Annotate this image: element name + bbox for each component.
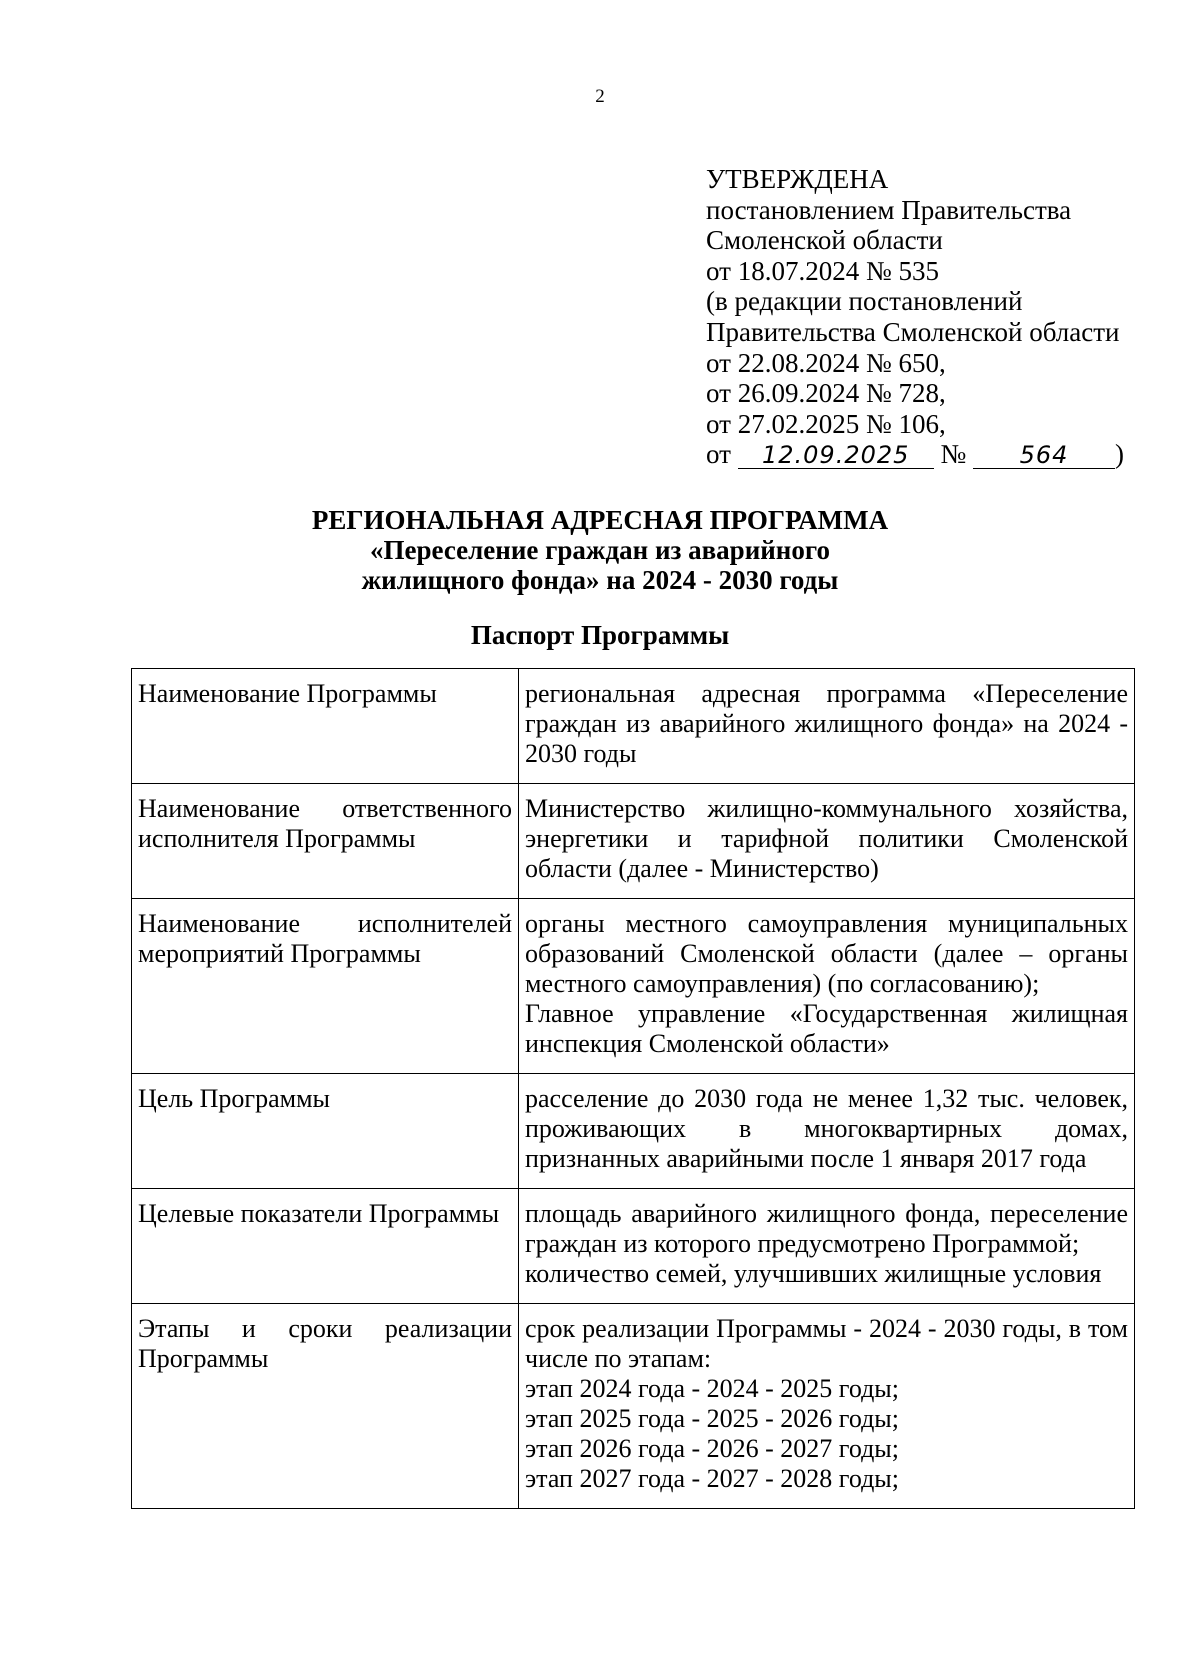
row-name: Наименование ответственного исполнителя Программы — [132, 784, 519, 899]
passport-title: Паспорт Программы — [470, 620, 730, 650]
handwritten-number: 564 — [973, 442, 1115, 469]
closing-paren: ) — [1114, 439, 1124, 470]
approval-heading: УТВЕРЖДЕНА — [706, 164, 889, 194]
row-value-line: Министерство жилищно-коммунального хозяйства, энергетики и тарифной политики Смоленской области (далее - Министерство) — [525, 794, 1128, 883]
row-value-line: этап 2024 года - 2024 - 2025 годы; — [525, 1374, 899, 1403]
row-value — [519, 1304, 1135, 1509]
row-name: Целевые показатели Программы — [132, 1189, 519, 1304]
approval-line: от 22.08.2024 № 650, — [706, 347, 946, 378]
table-row — [132, 1074, 1135, 1189]
approval-line: Правительства Смоленской области — [706, 316, 1120, 347]
row-value-line: количество семей, улучшивших жилищные условия — [525, 1259, 1102, 1288]
row-value-line: этап 2026 года - 2026 - 2027 годы; — [525, 1434, 899, 1463]
page-number: 2 — [595, 86, 605, 107]
number-sign: № — [940, 439, 967, 470]
program-title — [0, 505, 1200, 595]
row-value-line: срок реализации Программы - 2024 - 2030 годы, в том числе по этапам: — [525, 1314, 1128, 1373]
row-value — [519, 669, 1135, 784]
row-name: Наименование Программы — [132, 669, 519, 784]
row-name: Этапы и сроки реализации Программы — [132, 1304, 519, 1509]
row-name: Наименование исполнителей мероприятий Программы — [132, 899, 519, 1074]
row-value-line: органы местного самоуправления муниципальных образований Смоленской области (далее – органы местного самоуправления) (по согласованию); — [525, 909, 1128, 998]
passport-table — [131, 668, 1135, 1509]
program-title-line: РЕГИОНАЛЬНАЯ АДРЕСНАЯ ПРОГРАММА — [311, 505, 889, 535]
approval-signature-line — [706, 439, 1186, 470]
approval-line: от 18.07.2024 № 535 — [706, 255, 939, 286]
row-value — [519, 1074, 1135, 1189]
table-row — [132, 899, 1135, 1074]
row-value — [519, 784, 1135, 899]
approval-line: от 26.09.2024 № 728, — [706, 378, 946, 409]
approval-line: Смоленской области — [706, 225, 943, 256]
program-title-line: «Переселение граждан из аварийного — [370, 535, 830, 565]
table-row — [132, 784, 1135, 899]
row-value-line: этап 2027 года - 2027 - 2028 годы; — [525, 1464, 899, 1493]
approval-line: постановлением Правительства — [706, 194, 1072, 225]
program-title-line: жилищного фонда» на 2024 - 2030 годы — [361, 565, 839, 595]
row-value-line: региональная адресная программа «Переселение граждан из аварийного жилищного фонда» на 2024 - 2030 годы — [525, 679, 1128, 768]
handwritten-date: 12.09.2025 — [738, 442, 934, 469]
row-value-line: этап 2025 года - 2025 - 2026 годы; — [525, 1404, 899, 1433]
table-row — [132, 669, 1135, 784]
table-row — [132, 1304, 1135, 1509]
row-value — [519, 899, 1135, 1074]
approval-stamp — [706, 164, 1186, 470]
signature-prefix: от — [706, 439, 731, 470]
row-name: Цель Программы — [132, 1074, 519, 1189]
row-value-line: расселение до 2030 года не менее 1,32 тыс. человек, проживающих в многоквартирных домах, признанных аварийными после 1 января 2017 года — [525, 1084, 1128, 1173]
approval-line: от 27.02.2025 № 106, — [706, 408, 946, 439]
table-row — [132, 1189, 1135, 1304]
row-value-line: площадь аварийного жилищного фонда, переселение граждан из которого предусмотрено Программой; — [525, 1199, 1128, 1258]
approval-line: (в редакции постановлений — [706, 286, 1023, 317]
row-value-line: Главное управление «Государственная жилищная инспекция Смоленской области» — [525, 999, 1128, 1058]
row-value — [519, 1189, 1135, 1304]
